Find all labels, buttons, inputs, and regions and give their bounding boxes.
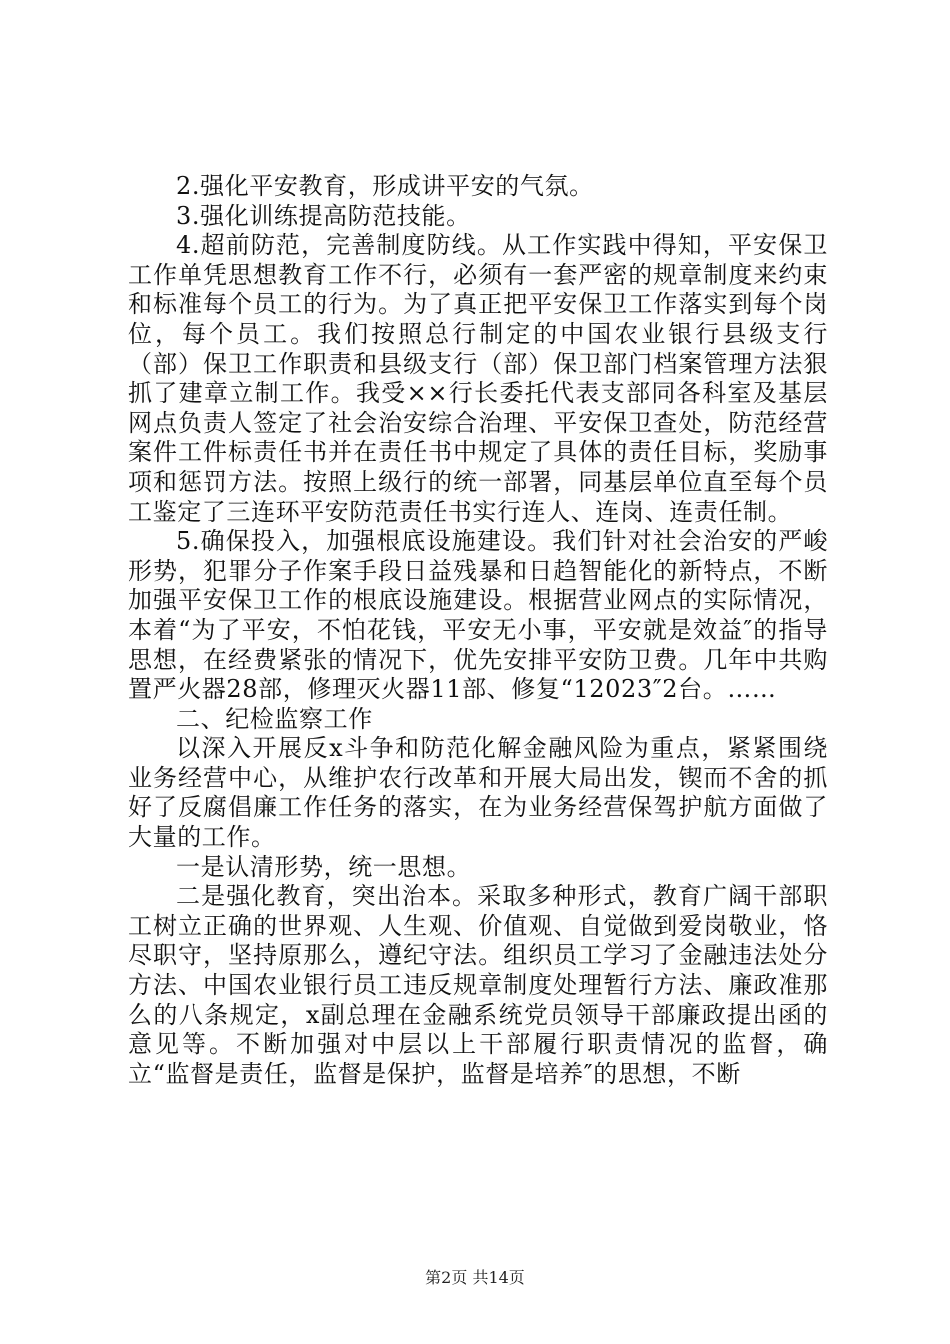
- section-heading: 二、纪检监察工作: [176, 704, 373, 733]
- paragraph-7: 一是认清形势，统一思想。: [176, 852, 472, 881]
- paragraph-2: 3.强化训练提高防范技能。: [176, 201, 471, 230]
- paragraph-8: 二是强化教育，突出治本。采取多种形式，教育广阔干部职工树立正确的世界观、人生观、价值观、自觉做到爱岗敬业，恪尽职守，坚持原那么，遵纪守法。组织员工学习了金融违法处分方法、中国农业银行员工违反规章制度处理暂行方法、廉政准那么的八条规定，x副总理在金融系统党员领导干部廉政提出函的意见等。不断加强对中层以上干部履行职责情况的监督，确立“监督是责任，监督是保护，监督是培养″的思想，不断: [128, 882, 828, 1088]
- paragraph-3: 4.超前防范，完善制度防线。从工作实践中得知，平安保卫工作单凭思想教育工作不行，必须有一套严密的规章制度来约束和标准每个员工的行为。为了真正把平安保卫工作落实到每个岗位，每个员工。我们按照总行制定的中国农业银行县级支行（部）保卫工作职责和县级支行（部）保卫部门档案管理方法狠抓了建章立制工作。我受××行长委托代表支部同各科室及基层网点负责人签定了社会治安综合治理、平安保卫查处，防范经营案件工件标责任书并在责任书中规定了具体的责任目标，奖励事项和惩罚方法。按照上级行的统一部署，同基层单位直至每个员工鉴定了三连环平安防范责任书实行连人、连岗、连责任制。: [128, 231, 828, 526]
- paragraph-6: 以深入开展反x斗争和防范化解金融风险为重点，紧紧围绕业务经营中心，从维护农行改革和开展大局出发，锲而不舍的抓好了反腐倡廉工作任务的落实，在为业务经营保驾护航方面做了大量的工作。: [128, 734, 828, 852]
- paragraph-4: 5.确保投入，加强根底设施建设。我们针对社会治安的严峻形势，犯罪分子作案手段日益残暴和日趋智能化的新特点，不断加强平安保卫工作的根底设施建设。根据营业网点的实际情况，本着“为了平安，不怕花钱，平安无小事，平安就是效益″的指导思想，在经费紧张的情况下，优先安排平安防卫费。几年中共购置严火器28部，修理灭火器11部、修复“12023″2台。……: [128, 527, 828, 704]
- document-body: [128, 172, 828, 1089]
- paragraph-1: 2.强化平安教育，形成讲平安的气氛。: [176, 172, 594, 200]
- page-footer: 第2页 共14页: [425, 1268, 525, 1287]
